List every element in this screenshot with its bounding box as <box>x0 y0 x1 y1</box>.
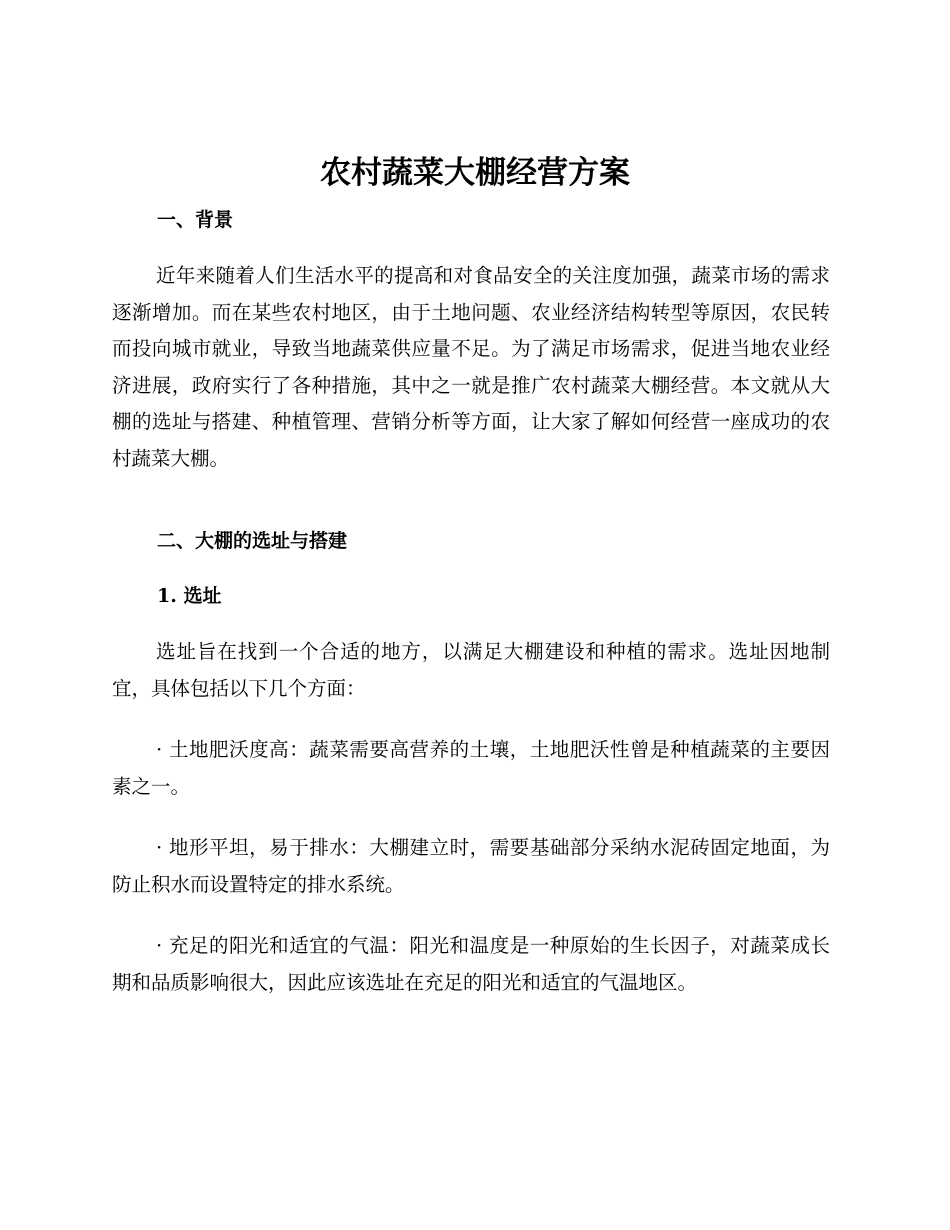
document-title: 农村蔬菜大棚经营方案 <box>320 155 630 191</box>
paragraph-site-intro: 选址旨在找到一个合适的地方，以满足大棚建设和种植的需求。选址因地制宜，具体包括以下几个方面： <box>112 640 830 700</box>
section-heading-background: 一、背景 <box>157 209 234 231</box>
subheading-site: 1. 选址 <box>157 585 222 607</box>
paragraph-background: 近年来随着人们生活水平的提高和对食品安全的关注度加强，蔬菜市场的需求逐渐增加。而在某些农村地区，由于土地问题、农业经济结构转型等原因，农民转而投向城市就业，导致当地蔬菜供应量不足。为了满足市场需求，促进当地农业经济进展，政府实行了各种措施，其中之一就是推广农村蔬菜大棚经营。本文就从大棚的选址与搭建、种植管理、营销分析等方面，让大家了解如何经营一座成功的农村蔬菜大棚。 <box>112 264 830 470</box>
bullet-flat-terrain: · 地形平坦，易于排水：大棚建立时，需要基础部分采纳水泥砖固定地面，为防止积水而设置特定的排水系统。 <box>112 836 830 896</box>
section-heading-site-selection: 二、大棚的选址与搭建 <box>157 530 348 552</box>
bullet-sunlight-temperature: · 充足的阳光和适宜的气温：阳光和温度是一种原始的生长因子，对蔬菜成长期和品质影响很大，因此应该选址在充足的阳光和适宜的气温地区。 <box>112 934 830 994</box>
bullet-soil-fertility: · 土地肥沃度高：蔬菜需要高营养的土壤，土地肥沃性曾是种植蔬菜的主要因素之一。 <box>112 738 830 798</box>
